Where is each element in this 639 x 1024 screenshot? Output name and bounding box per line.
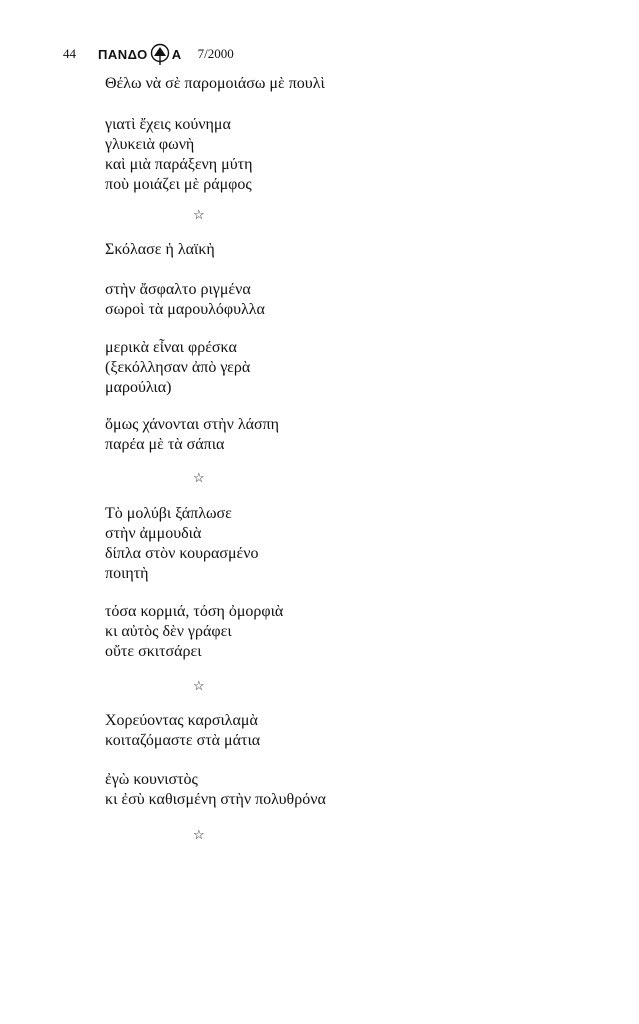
poem-line: ὅμως χάνονται στὴν λάσπη (105, 416, 280, 433)
poem-line: κι ἐσὺ καθισμένη στὴν πολυθρόνα (105, 791, 326, 808)
issue-number: 7/2000 (197, 46, 234, 61)
poem-line: στὴν ἀμμουδιὰ (105, 525, 202, 542)
poem-line: παρέα μὲ τὰ σάπια (105, 436, 225, 453)
poem-line: Χορεύοντας καρσιλαμὰ (105, 712, 258, 729)
page-header (63, 44, 234, 64)
poem-line: γλυκειὰ φωνὴ (105, 136, 195, 153)
poem-line: μαρούλια) (105, 379, 172, 396)
page-number: 44 (63, 46, 76, 61)
poem-line: στὴν ἄσφαλτο ριγμένα (105, 281, 251, 298)
poem-line: καὶ μιὰ παράξενη μύτη (105, 156, 253, 173)
section-separator-star: ☆ (193, 207, 205, 222)
poem-line: κι αὐτὸς δὲν γράφει (105, 623, 232, 640)
poem-line: (ξεκόλλησαν ἀπὸ γερὰ (105, 359, 251, 376)
pandora-box-icon (149, 43, 171, 65)
poem-line: Σκόλασε ἡ λαϊκὴ (105, 241, 215, 258)
logo-text-right: Α (171, 46, 182, 62)
poem-line: τόσα κορμιά, τόση ὀμορφιὰ (105, 603, 284, 620)
section-separator-star: ☆ (193, 827, 205, 842)
poem-line: Τὸ μολύβι ξάπλωσε (105, 505, 232, 522)
poem-line: μερικὰ εἶναι φρέσκα (105, 339, 237, 356)
poem-line: Θέλω νὰ σὲ παρομοιάσω μὲ πουλὶ (105, 75, 325, 92)
poem-line: δίπλα στὸν κουρασμένο (105, 545, 259, 562)
logo-text-left: ΠΑΝΔΟ (98, 46, 148, 62)
poem-line: οὔτε σκιτσάρει (105, 643, 202, 660)
poem-line: γιατὶ ἔχεις κούνημα (105, 116, 231, 133)
poem-line: ποιητὴ (105, 565, 149, 582)
poem-line: κοιταζόμαστε στὰ μάτια (105, 732, 261, 749)
section-separator-star: ☆ (193, 470, 205, 485)
poem-line: ἐγὼ κουνιστὸς (105, 771, 198, 788)
poem-line: ποὺ μοιάζει μὲ ράμφος (105, 176, 252, 193)
magazine-logo (98, 43, 182, 65)
poem-line: σωροὶ τὰ μαρουλόφυλλα (105, 301, 265, 318)
section-separator-star: ☆ (193, 678, 205, 693)
